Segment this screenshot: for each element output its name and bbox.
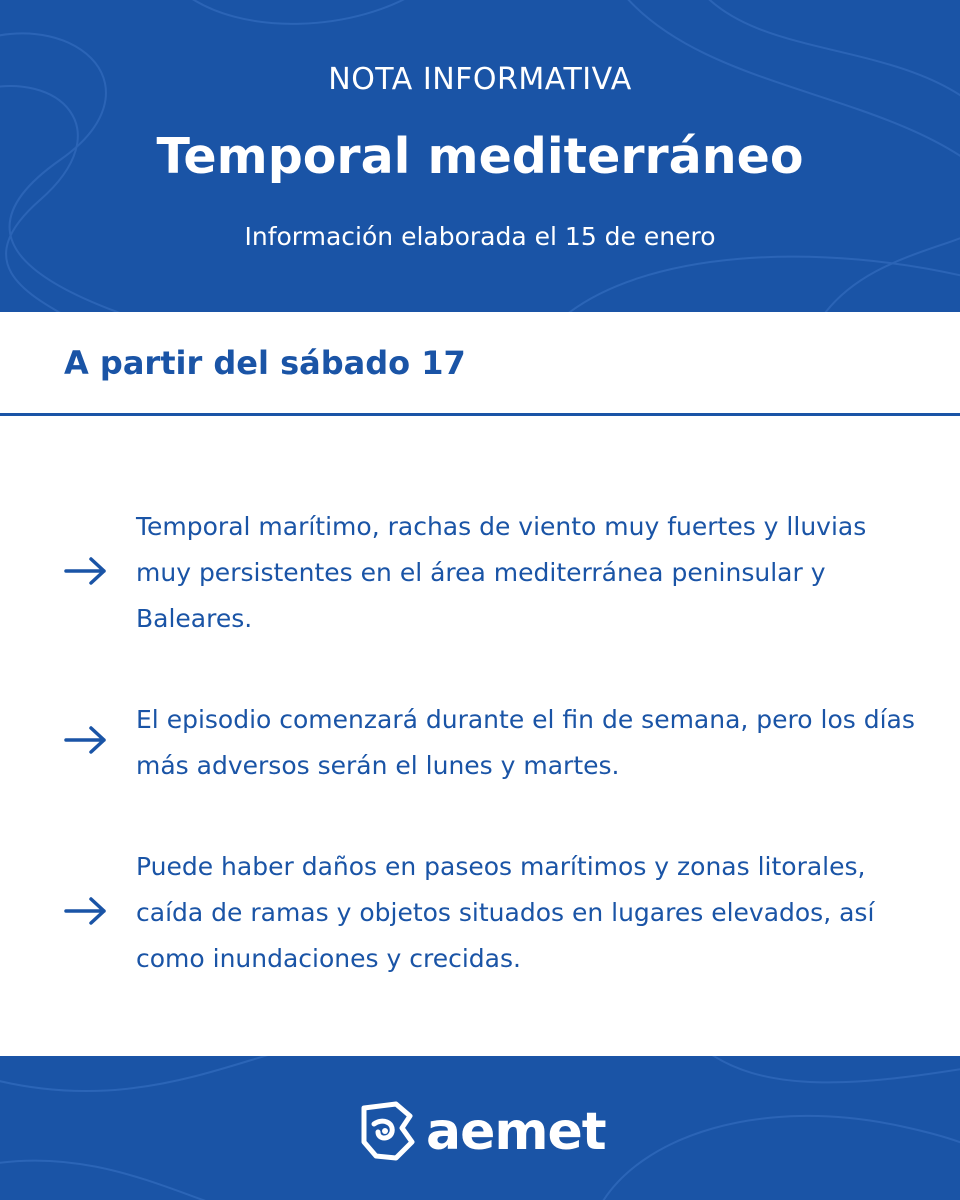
document-kicker: NOTA INFORMATIVA bbox=[328, 62, 632, 97]
list-item-text: El episodio comenzará durante el fin de semana, pero los días más adversos serán el lunes y martes. bbox=[136, 705, 915, 780]
footer-banner bbox=[0, 1056, 960, 1200]
date-subtitle: Información elaborada el 15 de enero bbox=[244, 222, 716, 251]
list-item-text: Temporal marítimo, rachas de viento muy fuertes y lluvias muy persistentes en el área mediterránea peninsular y Baleares. bbox=[136, 512, 867, 633]
aemet-logo bbox=[356, 1098, 616, 1164]
section-heading: A partir del sábado 17 bbox=[64, 344, 466, 382]
arrow-right-icon bbox=[64, 725, 108, 755]
header-banner bbox=[0, 0, 960, 312]
arrow-right-icon bbox=[64, 556, 108, 586]
list-item-text: Puede haber daños en paseos marítimos y zonas litorales, caída de ramas y objetos situados en lugares elevados, así como inundaciones y crecidas. bbox=[136, 852, 875, 973]
section-divider bbox=[0, 413, 960, 416]
aemet-logo-icon bbox=[356, 1098, 418, 1164]
page-title: Temporal mediterráneo bbox=[156, 128, 804, 185]
aemet-wordmark: aemet bbox=[426, 1102, 606, 1162]
arrow-right-icon bbox=[64, 896, 108, 926]
